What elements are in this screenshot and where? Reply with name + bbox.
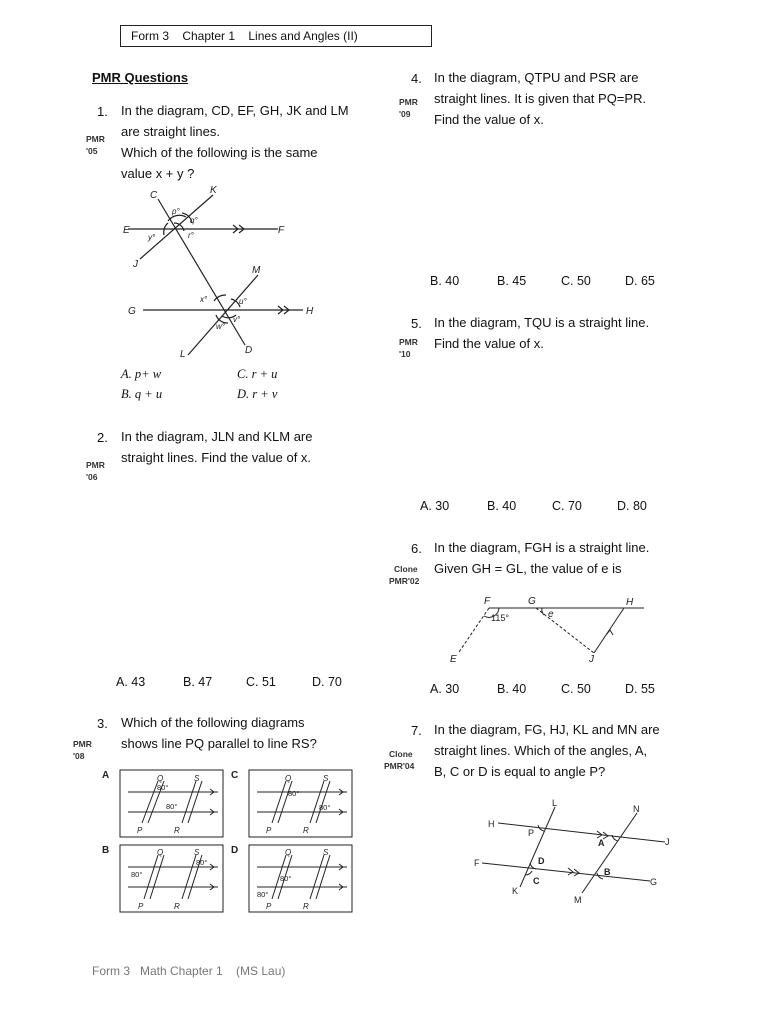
option-a[interactable]: A. 43: [116, 675, 146, 689]
question-source-tag: Clone PMR'02: [389, 564, 420, 586]
point-label: L: [552, 798, 558, 808]
point-label: G: [128, 306, 136, 317]
page-header: Form 3 Chapter 1 Lines and Angles (II): [120, 25, 432, 47]
angle-label: A: [598, 838, 605, 848]
angle-label: B: [604, 867, 611, 877]
point-label: F: [278, 225, 285, 236]
question-number: 4.: [411, 71, 422, 86]
point-label: S: [194, 774, 200, 783]
option-c[interactable]: C. r + u: [237, 367, 278, 381]
angle-label: C: [533, 876, 540, 886]
point-label: K: [512, 886, 519, 896]
point-label: R: [174, 826, 180, 835]
angle-label: e: [548, 609, 554, 620]
point-label: K: [210, 185, 217, 196]
point-label: Q: [157, 848, 164, 857]
option-d[interactable]: D. 80: [617, 499, 647, 513]
point-label: F: [484, 596, 491, 607]
question-source-tag: PMR '06: [86, 460, 105, 482]
point-label: J: [133, 259, 138, 270]
option-d[interactable]: D. 70: [312, 675, 342, 689]
point-label: S: [194, 848, 200, 857]
angle-label: D: [538, 856, 545, 866]
point-label: Q: [157, 774, 164, 783]
point-label: P: [266, 902, 272, 911]
question-number: 3.: [97, 716, 108, 731]
q1-lines-diagram: [118, 183, 328, 363]
section-title: PMR Questions: [92, 70, 189, 85]
option-c[interactable]: C. 51: [246, 675, 276, 689]
question-text: In the diagram, JLN and KLM are straight lines. Find the value of x.: [121, 429, 313, 465]
angle-label: 80°: [257, 890, 269, 899]
point-label: F: [474, 858, 480, 868]
point-label: P: [137, 826, 143, 835]
point-label: S: [323, 774, 329, 783]
panel-label: C: [231, 770, 239, 781]
option-a[interactable]: A. p+ w: [121, 367, 162, 381]
question-text: In the diagram, CD, EF, GH, JK and LM are straight lines. Which of the following is the same value x + y ?: [121, 103, 349, 181]
question-number: 5.: [411, 316, 422, 331]
point-label: Q: [285, 774, 292, 783]
question-number: 7.: [411, 723, 422, 738]
question-source-tag: PMR '05: [86, 134, 105, 156]
panel-label: B: [102, 845, 110, 856]
angle-label: 80°: [280, 874, 292, 883]
option-d[interactable]: D. r + v: [237, 387, 278, 401]
question-text: Which of the following diagrams shows line PQ parallel to line RS?: [121, 715, 317, 751]
option-c[interactable]: C. 50: [561, 274, 591, 288]
point-label: P: [266, 826, 272, 835]
panel-label: A: [102, 770, 110, 781]
point-label: R: [303, 826, 309, 835]
point-label: S: [323, 848, 329, 857]
point-label: D: [245, 345, 253, 356]
angle-label: q°: [190, 216, 198, 225]
option-b[interactable]: B. 40: [430, 274, 460, 288]
point-label: H: [488, 819, 495, 829]
question-number: 6.: [411, 541, 422, 556]
point-label: M: [574, 895, 582, 905]
angle-label: p°: [172, 207, 180, 216]
point-label: R: [303, 902, 309, 911]
point-label: L: [180, 349, 186, 360]
point-label: G: [650, 877, 658, 887]
question-source-tag: PMR '09: [399, 97, 418, 119]
point-label: H: [306, 306, 314, 317]
option-b[interactable]: B. 40: [497, 682, 527, 696]
question-number: 1.: [97, 104, 108, 119]
angle-label: v°: [233, 315, 241, 324]
option-b[interactable]: B. 47: [183, 675, 213, 689]
angle-label: x°: [200, 295, 208, 304]
question-source-tag: PMR '10: [399, 337, 418, 359]
option-a[interactable]: A. 30: [420, 499, 450, 513]
option-d[interactable]: D. 55: [625, 682, 655, 696]
point-label: E: [123, 225, 130, 236]
question-text: In the diagram, TQU is a straight line. Find the value of x.: [434, 315, 650, 351]
q3-option-diagrams: [100, 765, 356, 915]
question-text: In the diagram, FGH is a straight line. Given GH = GL, the value of e is: [434, 540, 650, 576]
angle-label: 80°: [157, 783, 169, 792]
point-label: J: [665, 837, 670, 847]
q7-parallel-lines-diagram: [470, 795, 690, 910]
point-label: C: [150, 190, 158, 201]
panel-label: D: [231, 845, 239, 856]
point-label: Q: [285, 848, 292, 857]
option-c[interactable]: C. 50: [561, 682, 591, 696]
angle-label: w°: [216, 322, 225, 331]
point-label: G: [528, 596, 536, 607]
angle-label: u°: [239, 297, 247, 306]
question-text: In the diagram, FG, HJ, KL and MN are straight lines. Which of the angles, A, B, C or D is equal to angle P?: [434, 722, 660, 779]
angle-label: 80°: [166, 802, 178, 811]
point-label: P: [138, 902, 144, 911]
option-a[interactable]: A. 30: [430, 682, 460, 696]
option-b[interactable]: B. 45: [497, 274, 527, 288]
option-c[interactable]: C. 70: [552, 499, 582, 513]
angle-label: 80°: [319, 803, 331, 812]
option-b[interactable]: B. q + u: [121, 387, 163, 401]
point-label: M: [252, 265, 261, 276]
question-text: In the diagram, QTPU and PSR are straight lines. It is given that PQ=PR. Find the value of x.: [434, 70, 647, 127]
angle-label: 80°: [131, 870, 143, 879]
point-label: J: [589, 654, 594, 665]
point-label: R: [174, 902, 180, 911]
angle-label: 80°: [288, 789, 300, 798]
question-source-tag: PMR '08: [73, 739, 92, 761]
angle-label: r°: [188, 231, 194, 240]
angle-label: y°: [148, 233, 156, 242]
q6-triangle-diagram: [444, 590, 664, 665]
angle-label: 115°: [491, 613, 509, 623]
option-b[interactable]: B. 40: [487, 499, 517, 513]
angle-label: 80°: [196, 858, 208, 867]
point-label: E: [450, 654, 457, 665]
question-source-tag: Clone PMR'04: [384, 749, 415, 771]
point-label: N: [633, 804, 640, 814]
page-footer: Form 3 Math Chapter 1 (MS Lau): [92, 964, 286, 978]
angle-label: P: [528, 828, 535, 838]
point-label: H: [626, 597, 634, 608]
question-number: 2.: [97, 430, 108, 445]
option-d[interactable]: D. 65: [625, 274, 655, 288]
